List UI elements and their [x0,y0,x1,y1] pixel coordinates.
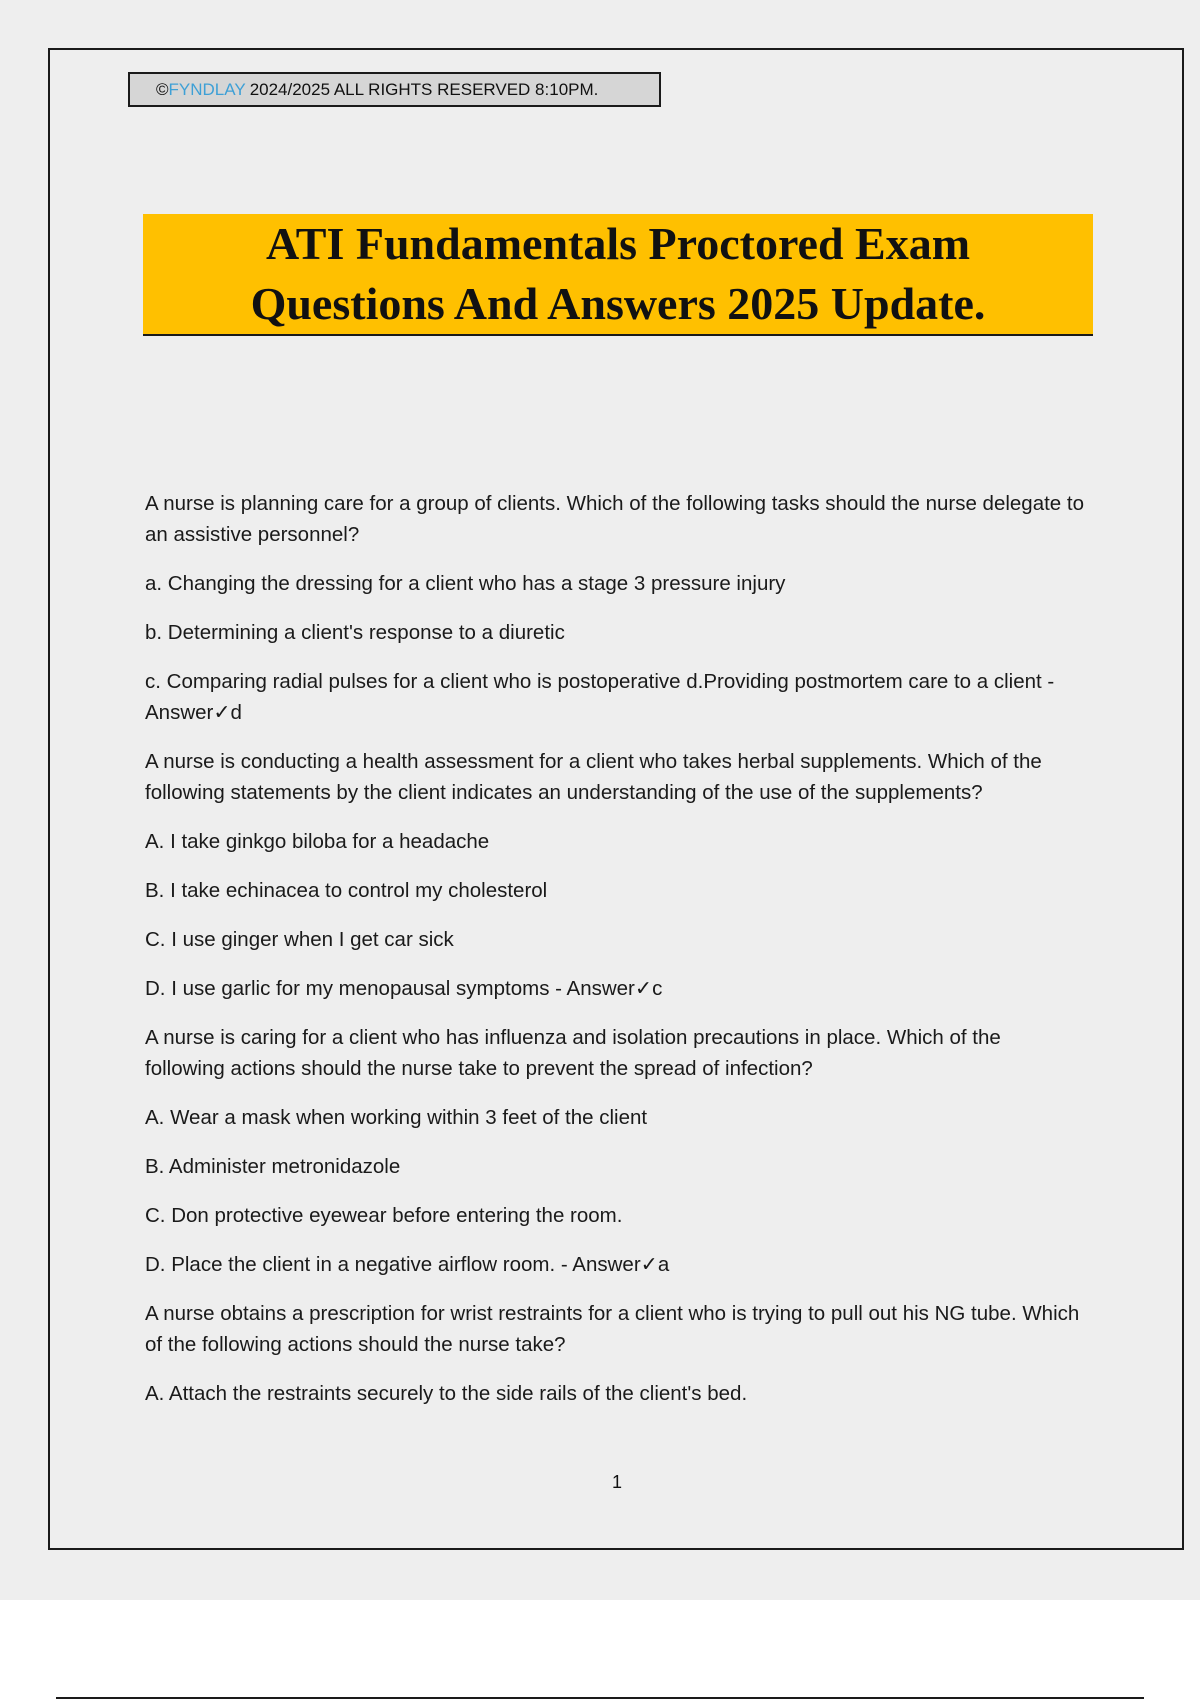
question-3-option-d-answer: D. Place the client in a negative airflow room. - Answer✓a [145,1253,670,1276]
question-4-stem: A nurse obtains a prescription for wrist restraints for a client who is trying to pull out his NG tube. Which of the following actions should the nurse take? [145,1302,1080,1356]
question-1-stem: A nurse is planning care for a group of clients. Which of the following tasks should the nurse delegate to an assistive personnel? [145,492,1084,546]
question-3-stem: A nurse is caring for a client who has influenza and isolation precautions in place. Which of the following actions should the nurse take to prevent the spread of infection? [145,1026,1001,1080]
question-3-option-c: C. Don protective eyewear before entering the room. [145,1204,623,1227]
question-1-option-c-d-answer: c. Comparing radial pulses for a client who is postoperative d.Providing postmortem care to a client - Answer✓d [145,670,1055,724]
document-title-banner [143,214,1093,336]
question-3-option-a: A. Wear a mask when working within 3 feet of the client [145,1106,648,1129]
question-2-option-d-answer: D. I use garlic for my menopausal symptoms - Answer✓c [145,977,663,1000]
question-2-option-c: C. I use ginger when I get car sick [145,928,454,951]
question-4-option-a: A. Attach the restraints securely to the side rails of the client's bed. [145,1382,748,1405]
question-3-option-b: B. Administer metronidazole [145,1155,401,1178]
page-number: 1 [611,1472,622,1492]
question-1-option-b: b. Determining a client's response to a diuretic [145,621,565,644]
question-2-option-b: B. I take echinacea to control my cholesterol [145,879,548,902]
title-line-2: Questions And Answers 2025 Update. [250,278,986,329]
copyright-rights-text: 2024/2025 ALL RIGHTS RESERVED 8:10PM. [249,79,599,99]
next-page-top-rule [56,1697,1144,1699]
copyright-brand: FYNDLAY [168,79,246,99]
question-1-option-a: a. Changing the dressing for a client who has a stage 3 pressure injury [145,572,786,595]
copyright-notice [128,72,661,107]
copyright-symbol: © [156,79,169,99]
question-content [145,488,1085,1427]
question-2-option-a: A. I take ginkgo biloba for a headache [145,830,490,853]
question-2-stem: A nurse is conducting a health assessment for a client who takes herbal supplements. Which of the following statements by the client indicates an understanding of the use of the supplements? [145,750,1042,804]
title-line-1: ATI Fundamentals Proctored Exam [265,218,971,269]
